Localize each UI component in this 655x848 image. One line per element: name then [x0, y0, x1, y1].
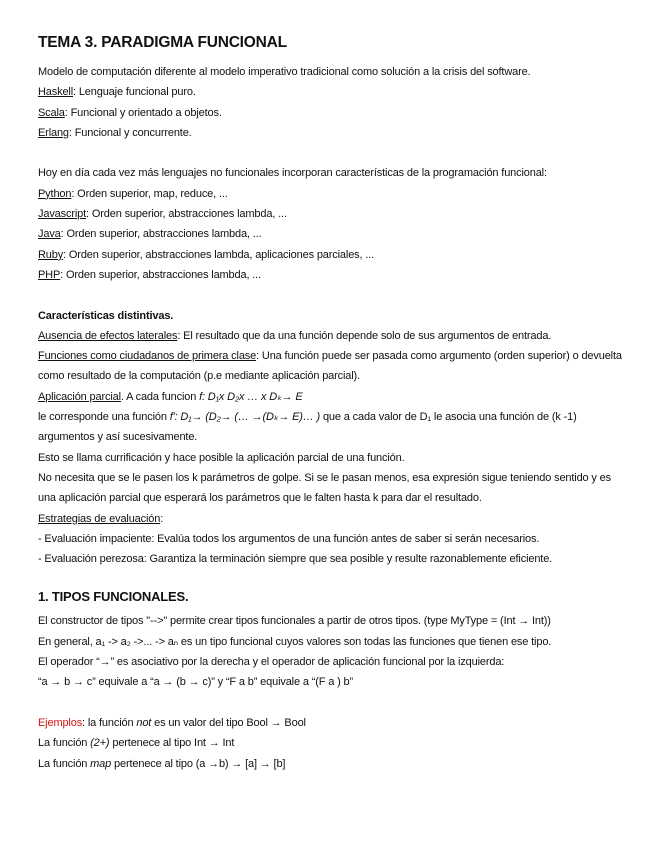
language-name: Scala [38, 106, 65, 119]
language-name: Python [38, 187, 72, 200]
lazy-evaluation: - Evaluación perezosa: Garantiza la terminación siempre que sea posible y resulte razonablemente eficiente. [38, 553, 553, 566]
feature-partial-cont: le corresponde una función f': D₁→ (D₂→ (… →(Dₖ→ E)… ) que a cada valor de D₁ le asocia una función de (k -1) argumentos y así sucesivamente. [38, 411, 577, 444]
features-heading: Características distintivas. [38, 309, 174, 322]
section-paragraph: El operador “→” es asociativo por la derecha y el operador de aplicación funcional por la izquierda: [38, 656, 505, 669]
section-paragraph: En general, a₁ -> a₂ ->... -> aₙ es un tipo funcional cuyos valores son todas las funciones que tienen ese tipo. [38, 635, 552, 648]
language-name: Javascript [38, 208, 87, 221]
currying-text: Esto se llama currificación y hace posible la aplicación parcial de una función. [38, 451, 405, 464]
modern-language-item: Python: Orden superior, map, reduce, ... [38, 187, 228, 200]
language-item: Erlang: Funcional y concurrente. [38, 126, 192, 139]
modern-intro: Hoy en día cada vez más lenguajes no funcionales incorporan características de la programación funcional: [38, 167, 547, 180]
page-title: TEMA 3. PARADIGMA FUNCIONAL [38, 34, 287, 51]
document-page [38, 34, 628, 774]
intro-text: Modelo de computación diferente al modelo imperativo tradicional como solución a la crisis del software. [38, 66, 531, 78]
strategies-label: Estrategias de evaluación: [38, 512, 164, 525]
language-name: Haskell [38, 86, 74, 99]
modern-language-item: PHP: Orden superior, abstracciones lambda, ... [38, 268, 261, 281]
section-heading: 1. TIPOS FUNCIONALES. [38, 589, 189, 605]
language-name: PHP [38, 268, 61, 281]
section-paragraph: “a → b → c” equivale a “a → (b → c)” y “F a b” equivale a “(F a ) b” [38, 676, 354, 689]
examples-label: Ejemplos [38, 716, 83, 729]
example-item: La función (2+) pertenece al tipo Int → Int [38, 737, 235, 750]
modern-language-item: Ruby: Orden superior, abstracciones lambda, aplicaciones parciales, ... [38, 248, 375, 261]
feature-partial: Aplicación parcial. A cada funcion f: D₁x D₂x … x Dₖ→ E [38, 390, 303, 403]
example-item: La función map pertenece al tipo (a →b) → [a] → [b] [38, 757, 286, 770]
language-name: Erlang [38, 126, 69, 139]
feature-side-effects: Ausencia de efectos laterales: El resultado que da una función depende solo de sus argumentos de entrada. [38, 329, 552, 342]
example-item: Ejemplos: la función not es un valor del tipo Bool → Bool [38, 716, 306, 729]
modern-language-item: Javascript: Orden superior, abstracciones lambda, ... [38, 208, 287, 221]
feature-first-class: Funciones como ciudadanos de primera clase: Una función puede ser pasada como argumento (orden superior) o devuelta como resultado de la computación (p.e mediante aplicación parcial). [38, 350, 622, 383]
formula: f: D₁x D₂x … x Dₖ→ E [199, 390, 303, 403]
language-name: Ruby [38, 248, 64, 261]
language-item: Scala: Funcional y orientado a objetos. [38, 106, 222, 119]
formula: f': D₁→ (D₂→ (… →(Dₖ→ E)… ) [169, 411, 321, 424]
language-item: Haskell: Lenguaje funcional puro. [38, 86, 196, 99]
section-paragraph: El constructor de tipos "-->" permite crear tipos funcionales a partir de otros tipos. (type MyType = (Int → Int)) [38, 615, 551, 628]
partial-explanation: No necesita que se le pasen los k parámetros de golpe. Si se le pasan menos, esa expresión sigue teniendo sentido y es una aplicación parcial que esperará los parámetros que le falten hasta k para dar el resultado. [38, 471, 611, 505]
language-name: Java [38, 228, 61, 241]
modern-language-item: Java: Orden superior, abstracciones lambda, ... [38, 228, 262, 241]
eager-evaluation: - Evaluación impaciente: Evalúa todos los argumentos de una función antes de saber si serán necesarios. [38, 532, 540, 545]
